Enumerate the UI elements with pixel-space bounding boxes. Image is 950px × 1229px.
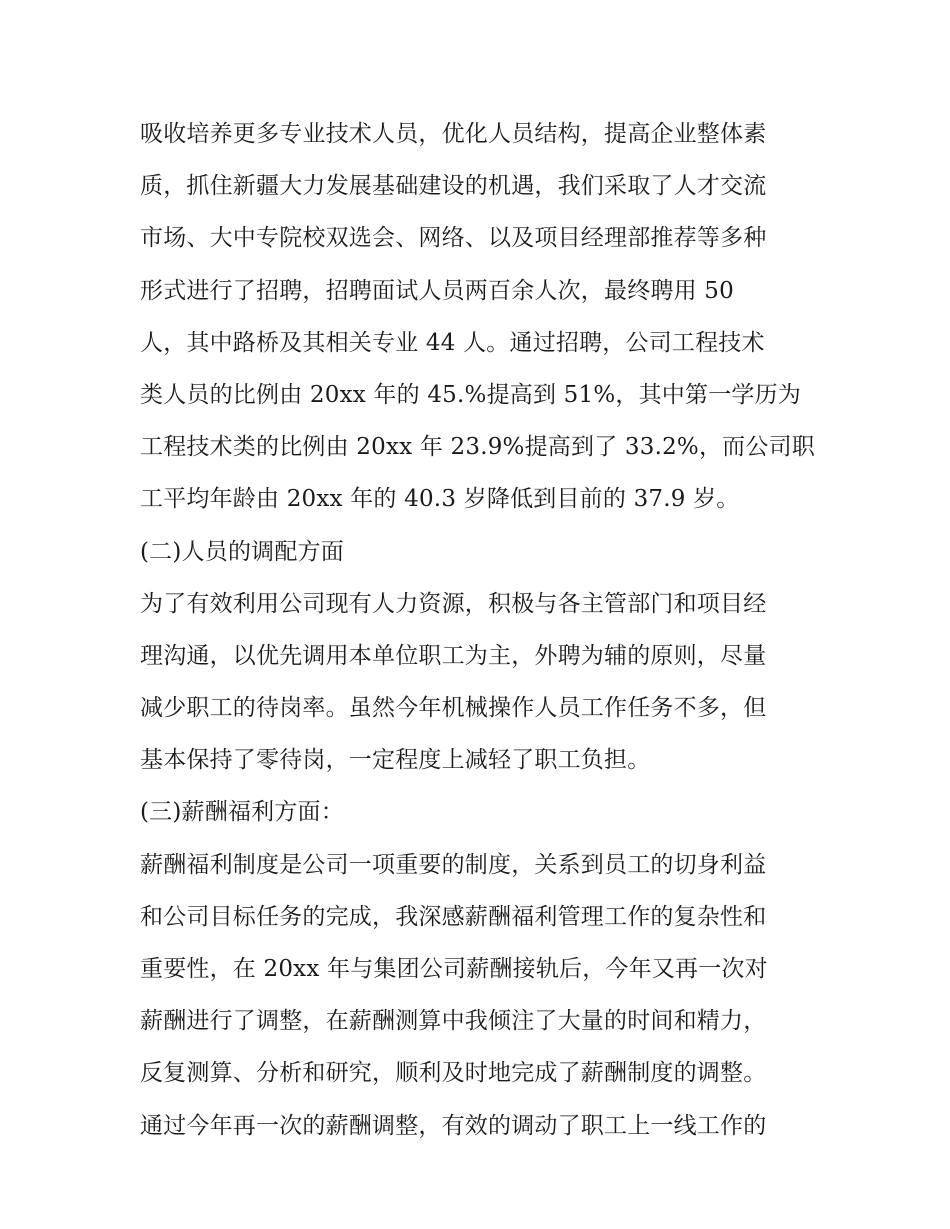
body-line: 和公司目标任务的完成，我深感薪酬福利管理工作的复杂性和 (140, 903, 767, 930)
body-line: 人，其中路桥及其相关专业 44 人。通过招聘，公司工程技术 (140, 329, 765, 356)
body-line: 基本保持了零待岗，一定程度上减轻了职工负担。 (140, 747, 651, 774)
body-line: 吸收培养更多专业技术人员，优化人员结构，提高企业整体素 (140, 121, 767, 147)
body-line: 形式进行了招聘，招聘面试人员两百余人次，最终聘用 50 (140, 277, 734, 304)
section-heading-compensation: (三)薪酬福利方面： (140, 799, 344, 826)
body-line: 工平均年龄由 20xx 年的 40.3 岁降低到目前的 37.9 岁。 (140, 486, 740, 513)
body-line: 市场、大中专院校双选会、网络、以及项目经理部推荐等多种 (140, 225, 767, 252)
body-line: 为了有效利用公司现有人力资源，积极与各主管部门和项目经 (140, 590, 767, 617)
body-line: 工程技术类的比例由 20xx 年 23.9%提高到了 33.2%，而公司职 (140, 434, 815, 461)
body-line: 减少职工的待岗率。虽然今年机械操作人员工作任务不多，但 (140, 695, 767, 722)
body-line: 质，抓住新疆大力发展基础建设的机遇，我们采取了人才交流 (140, 173, 767, 200)
body-line: 重要性，在 20xx 年与集团公司薪酬接轨后，今年又再一次对 (140, 956, 768, 982)
body-line: 薪酬进行了调整，在薪酬测算中我倾注了大量的时间和精力， (140, 1008, 767, 1035)
body-line: 类人员的比例由 20xx 年的 45.%提高到 51%，其中第一学历为 (140, 381, 802, 408)
body-line: 通过今年再一次的薪酬调整，有效的调动了职工上一线工作的 (140, 1112, 767, 1139)
body-line: 理沟通，以优先调用本单位职工为主，外聘为辅的原则，尽量 (140, 642, 767, 669)
body-line: 反复测算、分析和研究，顺利及时地完成了薪酬制度的调整。 (140, 1060, 767, 1087)
body-line: 薪酬福利制度是公司一项重要的制度，关系到员工的切身利益 (140, 851, 767, 878)
document-body (140, 108, 820, 1152)
section-heading-staff-allocation: (二)人员的调配方面 (140, 538, 344, 565)
